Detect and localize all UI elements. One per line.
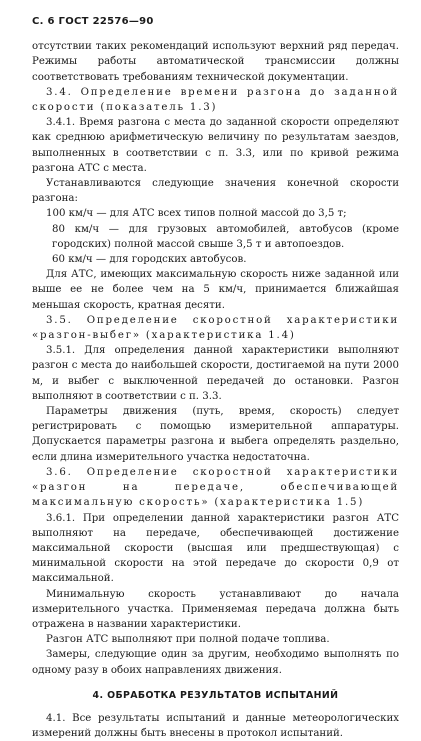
- paragraph: 3.4.1. Время разгона с места до заданной скорости определяют как среднюю арифметическую величину по результатам заездов, выполненных в соответствии с п. 3.3, или по кривой режима разгона АТС с места.: [32, 117, 399, 174]
- list-item: 100 км/ч — для АТС всех типов полной массой до 3,5 т;: [46, 208, 347, 220]
- paragraph: Для АТС, имеющих максимальную скорость ниже заданной или выше ее не более чем на 5 км/ч, принимается ближайшая меньшая скорость, кратная десяти.: [32, 269, 399, 311]
- paragraph: отсутствии таких рекомендаций используют верхний ряд передач. Режимы работы автоматической трансмиссии должны соответствовать требованиям технической документации.: [32, 41, 399, 83]
- subsection-heading-3-5: 3.5. Определение скоростной характеристики «разгон-выбег» (характеристика 1.4): [32, 314, 399, 342]
- paragraph: 3.6.1. При определении данной характеристики разгон АТС выполняют на передаче, обеспечивающей достижение максимальной скорости (высшая или предшествующая) с минимальной скорости на этой передаче до скорости 0,9 от максимальной.: [32, 512, 399, 585]
- section-heading-4: 4. ОБРАБОТКА РЕЗУЛЬТАТОВ ИСПЫТАНИЙ: [92, 689, 339, 701]
- paragraph: Минимальную скорость устанавливают до начала измерительного участка. Применяемая передача должна быть отражена в названии характеристики.: [32, 588, 399, 630]
- paragraph: Разгон АТС выполняют при полной подаче топлива.: [46, 634, 330, 646]
- paragraph: Замеры, следующие один за другим, необходимо выполнять по одному разу в обоих направлениях движения.: [32, 649, 399, 676]
- subsection-heading-3-4: 3.4. Определение времени разгона до заданной скорости (показатель 1.3): [32, 86, 399, 114]
- list-item: 60 км/ч — для городских автобусов.: [52, 254, 247, 266]
- list-item: 80 км/ч — для грузовых автомобилей, автобусов (кроме городских) полной массой свыше 3,5 т и автопоездов.: [52, 223, 399, 250]
- paragraph: 3.5.1. Для определения данной характеристики выполняют разгон с места до наибольшей скорости, достигаемой на пути 2000 м, и выбег с выключенной передачей до остановки. Разгон выполняют в соответствии с п. 3.3.: [32, 345, 399, 402]
- paragraph: 4.1. Все результаты испытаний и данные метеорологических измерений должны быть внесены в протокол испытаний.: [32, 712, 399, 740]
- paragraph: Параметры движения (путь, время, скорость) следует регистрировать с помощью измерительной аппаратуры. Допускается параметры разгона и выбега определять раздельно, если длина измерительного участка недостаточна.: [32, 406, 399, 463]
- paragraph: Устанавливаются следующие значения конечной скорости разгона:: [32, 178, 399, 205]
- subsection-heading-3-6: 3.6. Определение скоростной характеристики «разгон на передаче, обеспечивающей максимальную скорость» (характеристика 1.5): [32, 466, 399, 509]
- page-header: С. 6 ГОСТ 22576—90: [32, 16, 154, 27]
